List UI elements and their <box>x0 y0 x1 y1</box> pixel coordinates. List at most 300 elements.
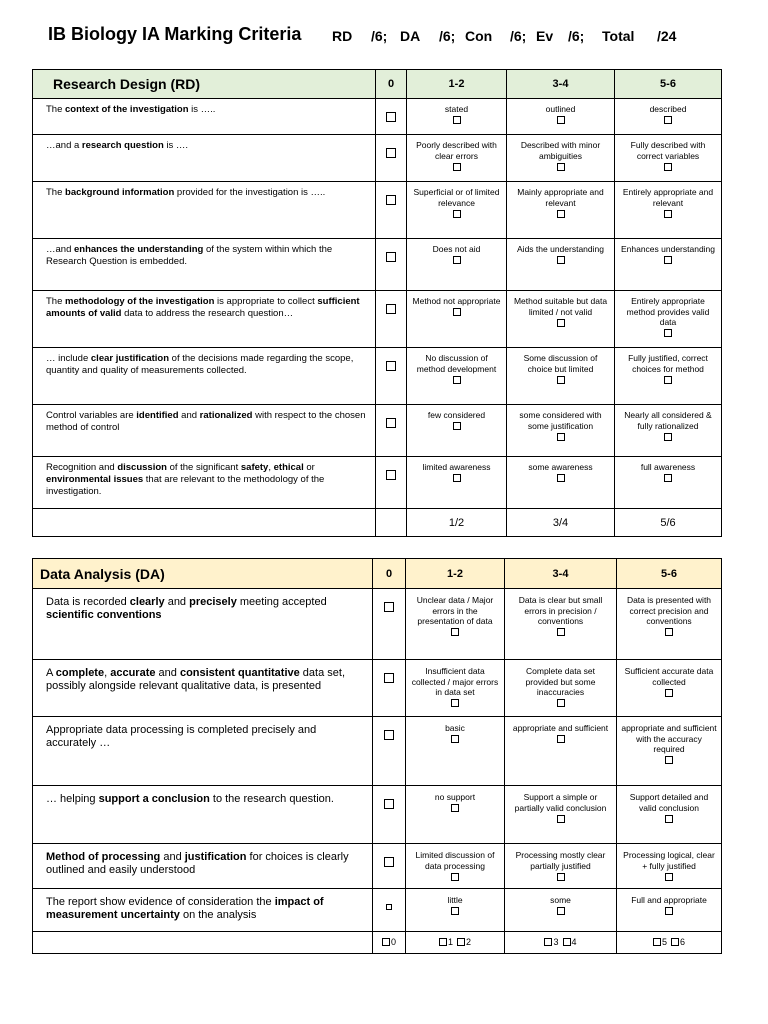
rd-score-0-cell <box>376 457 407 509</box>
level-descriptor: Aids the understanding <box>517 244 604 254</box>
rd-level-cell <box>507 99 615 135</box>
footer-score-checkbox[interactable] <box>653 938 661 946</box>
level-checkbox-wrap <box>410 803 500 814</box>
text: with respect to the chosen method of control <box>46 410 366 433</box>
level-checkbox[interactable] <box>453 422 461 430</box>
text: on the analysis <box>179 909 257 921</box>
da-footer-blank <box>33 932 373 954</box>
level-checkbox[interactable] <box>557 319 565 327</box>
rd-col-0: 0 <box>376 70 407 99</box>
level-checkbox-wrap <box>411 115 502 126</box>
da-criterion-row <box>33 844 722 889</box>
rd-score-0-cell <box>376 135 407 182</box>
text: The <box>46 104 66 115</box>
footer-score-number: 0 <box>390 936 396 947</box>
da-level-cell <box>406 660 505 717</box>
level-descriptor: Method suitable but data limited / not valid <box>513 296 608 317</box>
rd-level-cell <box>615 135 722 182</box>
bold-text: identified <box>136 410 179 421</box>
level-checkbox-wrap <box>410 698 500 709</box>
rd-footer-5-6: 5/6 <box>615 509 722 537</box>
bold-text: support a conclusion <box>98 793 210 805</box>
da-level-cell <box>617 786 722 844</box>
level-checkbox[interactable] <box>451 699 459 707</box>
level-checkbox[interactable] <box>451 873 459 881</box>
da-level-cell <box>406 844 505 889</box>
level-checkbox[interactable] <box>453 308 461 316</box>
da-criterion-row <box>33 889 722 932</box>
text: The <box>46 187 66 198</box>
level-checkbox[interactable] <box>453 474 461 482</box>
rd-criterion-description <box>33 457 376 509</box>
text: Data is recorded <box>46 596 130 608</box>
rd-level-cell <box>407 348 507 405</box>
da-score-0-cell <box>373 786 406 844</box>
bold-text: accurate <box>110 667 156 679</box>
rd-criterion-row <box>33 291 722 348</box>
score-0-checkbox[interactable] <box>386 418 396 428</box>
level-checkbox[interactable] <box>665 815 673 823</box>
level-descriptor: Support detailed and valid conclusion <box>629 792 709 813</box>
level-checkbox-wrap <box>511 374 610 385</box>
da-score-0-cell <box>373 660 406 717</box>
rd-score-0-cell <box>376 405 407 457</box>
footer-score-number: 4 <box>571 936 577 947</box>
score-da-max: /6; <box>439 28 456 44</box>
score-total-max: /24 <box>657 28 677 44</box>
rd-level-cell <box>407 405 507 457</box>
level-checkbox-wrap <box>509 906 612 917</box>
da-level-cell <box>617 717 722 786</box>
da-score-0-cell <box>373 889 406 932</box>
rd-score-0-cell <box>376 239 407 291</box>
rd-criterion-description <box>33 135 376 182</box>
footer-score-option[interactable] <box>563 937 577 947</box>
footer-score-option[interactable] <box>382 937 396 947</box>
text: to the research question. <box>209 793 334 805</box>
level-checkbox[interactable] <box>557 116 565 124</box>
da-criterion-description <box>33 589 373 660</box>
level-checkbox[interactable] <box>557 699 565 707</box>
level-descriptor: some awareness <box>528 462 593 472</box>
rd-criterion-description <box>33 239 376 291</box>
level-checkbox[interactable] <box>557 474 565 482</box>
level-descriptor: Complete data set provided but some inaccuracies <box>525 666 596 697</box>
level-checkbox-wrap <box>619 473 717 484</box>
level-checkbox-wrap <box>511 255 610 266</box>
level-descriptor: described <box>649 104 687 114</box>
rd-criterion-row <box>33 348 722 405</box>
rd-level-cell <box>507 405 615 457</box>
rd-level-cell <box>407 457 507 509</box>
level-descriptor: some considered with some justification <box>519 410 602 431</box>
level-checkbox[interactable] <box>665 628 673 636</box>
rd-footer-zero <box>376 509 407 537</box>
footer-score-checkbox[interactable] <box>382 938 390 946</box>
level-descriptor: Fully justified, correct choices for method <box>628 353 708 374</box>
da-col-0: 0 <box>373 559 406 589</box>
da-level-cell <box>505 844 617 889</box>
da-level-cell <box>617 660 722 717</box>
bold-text: scientific conventions <box>46 609 162 621</box>
da-level-cell <box>406 889 505 932</box>
da-level-cell <box>617 844 722 889</box>
da-criterion-description <box>33 786 373 844</box>
text: …and <box>46 244 74 255</box>
level-descriptor: Mainly appropriate and relevant <box>517 187 604 208</box>
score-0-checkbox[interactable] <box>384 799 394 809</box>
level-descriptor: outlined <box>545 104 576 114</box>
bold-text: background information <box>65 187 175 198</box>
rd-level-cell <box>615 239 722 291</box>
level-descriptor: Data is clear but small errors in precision / conventions <box>518 595 603 626</box>
level-checkbox-wrap <box>411 161 502 172</box>
da-criterion-description <box>33 717 373 786</box>
rd-col-3-4: 3-4 <box>507 70 615 99</box>
rd-footer-blank <box>33 509 376 537</box>
level-checkbox[interactable] <box>451 628 459 636</box>
rd-level-cell <box>615 405 722 457</box>
text: provided for the investigation is ….. <box>174 187 326 198</box>
level-checkbox[interactable] <box>453 116 461 124</box>
da-footer-row <box>33 932 722 954</box>
bold-text: methodology of the investigation <box>65 296 215 307</box>
footer-score-checkbox[interactable] <box>457 938 465 946</box>
footer-score-option[interactable] <box>653 937 667 947</box>
footer-score-number: 1 <box>447 936 453 947</box>
da-level-cell <box>406 717 505 786</box>
da-col-5-6: 5-6 <box>617 559 722 589</box>
level-checkbox[interactable] <box>664 474 672 482</box>
bold-text: environmental issues <box>46 474 144 485</box>
rd-criterion-row <box>33 457 722 509</box>
da-score-0-cell <box>373 844 406 889</box>
rd-level-cell <box>507 182 615 239</box>
da-level-cell <box>505 717 617 786</box>
level-checkbox[interactable] <box>664 116 672 124</box>
rd-level-cell <box>507 239 615 291</box>
score-ev-max: /6; <box>568 28 585 44</box>
da-level-cell <box>505 889 617 932</box>
da-criterion-row <box>33 717 722 786</box>
bold-text: clearly <box>129 596 165 608</box>
score-0-checkbox[interactable] <box>384 602 394 612</box>
page-title: IB Biology IA Marking Criteria <box>48 24 302 44</box>
level-descriptor: some <box>550 895 571 905</box>
level-checkbox-wrap <box>619 328 717 339</box>
rd-score-0-cell <box>376 291 407 348</box>
da-col-1-2: 1-2 <box>406 559 505 589</box>
level-checkbox-wrap <box>411 208 502 219</box>
footer-score-number: 3 <box>553 936 559 947</box>
level-checkbox[interactable] <box>557 907 565 915</box>
footer-score-checkbox[interactable] <box>671 938 679 946</box>
level-descriptor: limited awareness <box>422 462 491 472</box>
score-da-label: DA <box>400 28 421 44</box>
level-checkbox[interactable] <box>557 210 565 218</box>
bold-text: precisely <box>189 596 237 608</box>
level-checkbox-wrap <box>619 374 717 385</box>
rd-footer-1-2: 1/2 <box>407 509 507 537</box>
level-checkbox-wrap <box>509 813 612 824</box>
score-rd-max: /6; <box>371 28 388 44</box>
score-0-checkbox[interactable] <box>384 673 394 683</box>
bold-text: rationalized <box>199 410 253 421</box>
level-checkbox-wrap <box>621 906 717 917</box>
level-checkbox[interactable] <box>665 756 673 764</box>
text: and <box>178 410 200 421</box>
level-checkbox-wrap <box>621 627 717 638</box>
da-criterion-description <box>33 660 373 717</box>
da-footer-1-2 <box>406 932 505 954</box>
text: Appropriate data processing is completed precisely and accurately … <box>46 724 317 749</box>
footer-score-number: 2 <box>466 936 472 947</box>
rd-level-cell <box>507 457 615 509</box>
rd-level-cell <box>615 348 722 405</box>
level-checkbox[interactable] <box>664 256 672 264</box>
bold-text: safety <box>240 462 269 473</box>
level-checkbox[interactable] <box>665 907 673 915</box>
level-checkbox[interactable] <box>451 907 459 915</box>
da-criterion-description <box>33 844 373 889</box>
level-checkbox[interactable] <box>665 689 673 697</box>
text: that are relevant to the methodology of the investigation. <box>46 474 325 497</box>
rd-level-cell <box>615 457 722 509</box>
footer-score-checkbox[interactable] <box>563 938 571 946</box>
level-checkbox-wrap <box>619 208 717 219</box>
da-footer-5-6 <box>617 932 722 954</box>
score-0-checkbox[interactable] <box>386 904 392 910</box>
level-checkbox-wrap <box>509 627 612 638</box>
research-design-table <box>32 69 722 537</box>
bold-text: Method of processing <box>46 851 161 863</box>
da-col-3-4: 3-4 <box>505 559 617 589</box>
level-checkbox-wrap <box>410 734 500 745</box>
level-checkbox[interactable] <box>453 376 461 384</box>
level-checkbox-wrap <box>411 473 502 484</box>
text: … helping <box>46 793 99 805</box>
page-header <box>48 24 677 52</box>
level-checkbox[interactable] <box>453 210 461 218</box>
text: Control variables are <box>46 410 137 421</box>
rd-level-cell <box>407 239 507 291</box>
da-criterion-row <box>33 786 722 844</box>
level-descriptor: stated <box>444 104 469 114</box>
rd-header-row <box>33 70 722 99</box>
level-checkbox[interactable] <box>664 163 672 171</box>
text: and <box>164 596 190 608</box>
da-level-cell <box>505 786 617 844</box>
level-descriptor: basic <box>445 723 465 733</box>
text: data to address the research question… <box>121 308 294 319</box>
bold-text: ethical <box>273 462 304 473</box>
level-checkbox[interactable] <box>557 163 565 171</box>
score-total-label: Total <box>602 28 635 44</box>
level-descriptor: Superficial or of limited relevance <box>413 187 500 208</box>
rd-level-cell <box>407 99 507 135</box>
level-checkbox[interactable] <box>665 873 673 881</box>
level-descriptor: Enhances understanding <box>620 244 716 254</box>
level-checkbox-wrap <box>410 871 500 882</box>
text: data set, possibly alongside relevant qualitative data, is presented <box>46 667 346 692</box>
level-descriptor: Entirely appropriate and relevant <box>622 187 714 208</box>
level-checkbox[interactable] <box>557 256 565 264</box>
score-rd-label: RD <box>332 28 353 44</box>
level-descriptor: Entirely appropriate method provides valid data <box>626 296 710 327</box>
text: is ….. <box>188 104 216 115</box>
level-checkbox-wrap <box>511 161 610 172</box>
level-descriptor: Insufficient data collected / major errors in data set <box>411 666 499 697</box>
footer-score-option[interactable] <box>544 937 558 947</box>
level-descriptor: Processing logical, clear + fully justified <box>623 850 715 871</box>
data-analysis-table <box>32 558 722 954</box>
score-0-checkbox[interactable] <box>386 470 396 480</box>
level-descriptor: Described with minor ambiguities <box>520 140 601 161</box>
text: The <box>46 296 66 307</box>
rd-criterion-description <box>33 182 376 239</box>
rd-level-cell <box>407 291 507 348</box>
level-checkbox[interactable] <box>453 256 461 264</box>
rd-col-5-6: 5-6 <box>615 70 722 99</box>
da-header-row <box>33 559 722 589</box>
rd-criterion-description <box>33 405 376 457</box>
da-level-cell <box>406 589 505 660</box>
score-0-checkbox[interactable] <box>386 252 396 262</box>
level-descriptor: Support a simple or partially valid conclusion <box>514 792 607 813</box>
rd-level-cell <box>507 291 615 348</box>
level-descriptor: Poorly described with clear errors <box>416 140 497 161</box>
level-checkbox[interactable] <box>664 329 672 337</box>
da-title: Data Analysis (DA) <box>33 559 373 589</box>
level-checkbox-wrap <box>619 115 717 126</box>
da-footer-zero <box>373 932 406 954</box>
level-descriptor: Limited discussion of data processing <box>415 850 495 871</box>
level-descriptor: Nearly all considered & fully rationalized <box>624 410 712 431</box>
bold-text: complete <box>55 667 105 679</box>
level-checkbox[interactable] <box>453 163 461 171</box>
rd-score-0-cell <box>376 99 407 135</box>
footer-score-option[interactable] <box>457 937 471 947</box>
text: , <box>268 462 274 473</box>
level-checkbox[interactable] <box>557 815 565 823</box>
level-checkbox[interactable] <box>557 873 565 881</box>
footer-score-checkbox[interactable] <box>439 938 447 946</box>
da-score-0-cell <box>373 589 406 660</box>
rd-title: Research Design (RD) <box>33 70 376 99</box>
level-checkbox-wrap <box>619 255 717 266</box>
level-descriptor: Unclear data / Major errors in the presentation of data <box>416 595 494 626</box>
da-score-0-cell <box>373 717 406 786</box>
score-0-checkbox[interactable] <box>386 304 396 314</box>
text: of the decisions made regarding the scope, quantity and quality of measurements collected. <box>46 353 354 376</box>
score-0-checkbox[interactable] <box>386 148 396 158</box>
text: …and a <box>46 140 82 151</box>
text: of the significant <box>166 462 241 473</box>
da-footer-3-4 <box>505 932 617 954</box>
text: A <box>46 667 56 679</box>
da-criterion-row <box>33 660 722 717</box>
text: The report show evidence of consideration the <box>46 896 275 908</box>
level-descriptor: little <box>447 895 463 905</box>
score-0-checkbox[interactable] <box>384 730 394 740</box>
text: or <box>303 462 315 473</box>
level-checkbox[interactable] <box>557 735 565 743</box>
score-0-checkbox[interactable] <box>386 361 396 371</box>
level-checkbox-wrap <box>619 161 717 172</box>
footer-score-number: 5 <box>661 936 667 947</box>
rd-criterion-description <box>33 291 376 348</box>
level-descriptor: Processing mostly clear partially justified <box>515 850 606 871</box>
rd-criterion-description <box>33 348 376 405</box>
level-checkbox[interactable] <box>664 376 672 384</box>
level-checkbox-wrap <box>410 627 500 638</box>
level-checkbox-wrap <box>411 421 502 432</box>
score-0-checkbox[interactable] <box>386 195 396 205</box>
rd-level-cell <box>407 135 507 182</box>
rd-level-cell <box>615 182 722 239</box>
score-ev-label: Ev <box>536 28 554 44</box>
rd-level-cell <box>507 348 615 405</box>
text: is appropriate to collect <box>214 296 318 307</box>
score-0-checkbox[interactable] <box>386 112 396 122</box>
bold-text: consistent quantitative <box>179 667 300 679</box>
da-criterion-description <box>33 889 373 932</box>
bold-text: discussion <box>117 462 167 473</box>
da-level-cell <box>406 786 505 844</box>
da-level-cell <box>505 660 617 717</box>
level-descriptor: appropriate and sufficient <box>512 723 609 733</box>
footer-score-option[interactable] <box>439 937 453 947</box>
level-checkbox-wrap <box>619 431 717 442</box>
level-descriptor: No discussion of method development <box>416 353 497 374</box>
level-checkbox-wrap <box>621 755 717 766</box>
da-level-cell <box>617 889 722 932</box>
text: and <box>155 667 180 679</box>
level-checkbox[interactable] <box>451 804 459 812</box>
level-checkbox-wrap <box>411 307 502 318</box>
rd-footer-row <box>33 509 722 537</box>
level-checkbox-wrap <box>511 208 610 219</box>
footer-score-checkbox[interactable] <box>544 938 552 946</box>
level-checkbox[interactable] <box>557 628 565 636</box>
level-checkbox-wrap <box>509 698 612 709</box>
level-checkbox[interactable] <box>557 376 565 384</box>
rd-criterion-row <box>33 135 722 182</box>
level-checkbox-wrap <box>411 374 502 385</box>
level-checkbox[interactable] <box>664 210 672 218</box>
level-checkbox[interactable] <box>557 433 565 441</box>
rd-level-cell <box>507 135 615 182</box>
da-level-cell <box>617 589 722 660</box>
text: for choices is clearly outlined and easily understood <box>46 851 349 876</box>
level-descriptor: Sufficient accurate data collected <box>624 666 714 687</box>
score-con-max: /6; <box>510 28 527 44</box>
level-checkbox[interactable] <box>664 433 672 441</box>
rd-level-cell <box>615 291 722 348</box>
level-descriptor: Data is presented with correct precision and conventions <box>626 595 712 626</box>
text: meeting accepted <box>236 596 327 608</box>
score-0-checkbox[interactable] <box>384 857 394 867</box>
footer-score-option[interactable] <box>671 937 685 947</box>
level-checkbox-wrap <box>511 473 610 484</box>
level-checkbox[interactable] <box>451 735 459 743</box>
level-checkbox-wrap <box>511 431 610 442</box>
text: , <box>104 667 111 679</box>
level-checkbox-wrap <box>621 687 717 698</box>
text: … include <box>46 353 91 364</box>
level-descriptor: Does not aid <box>432 244 481 254</box>
level-checkbox-wrap <box>511 115 610 126</box>
